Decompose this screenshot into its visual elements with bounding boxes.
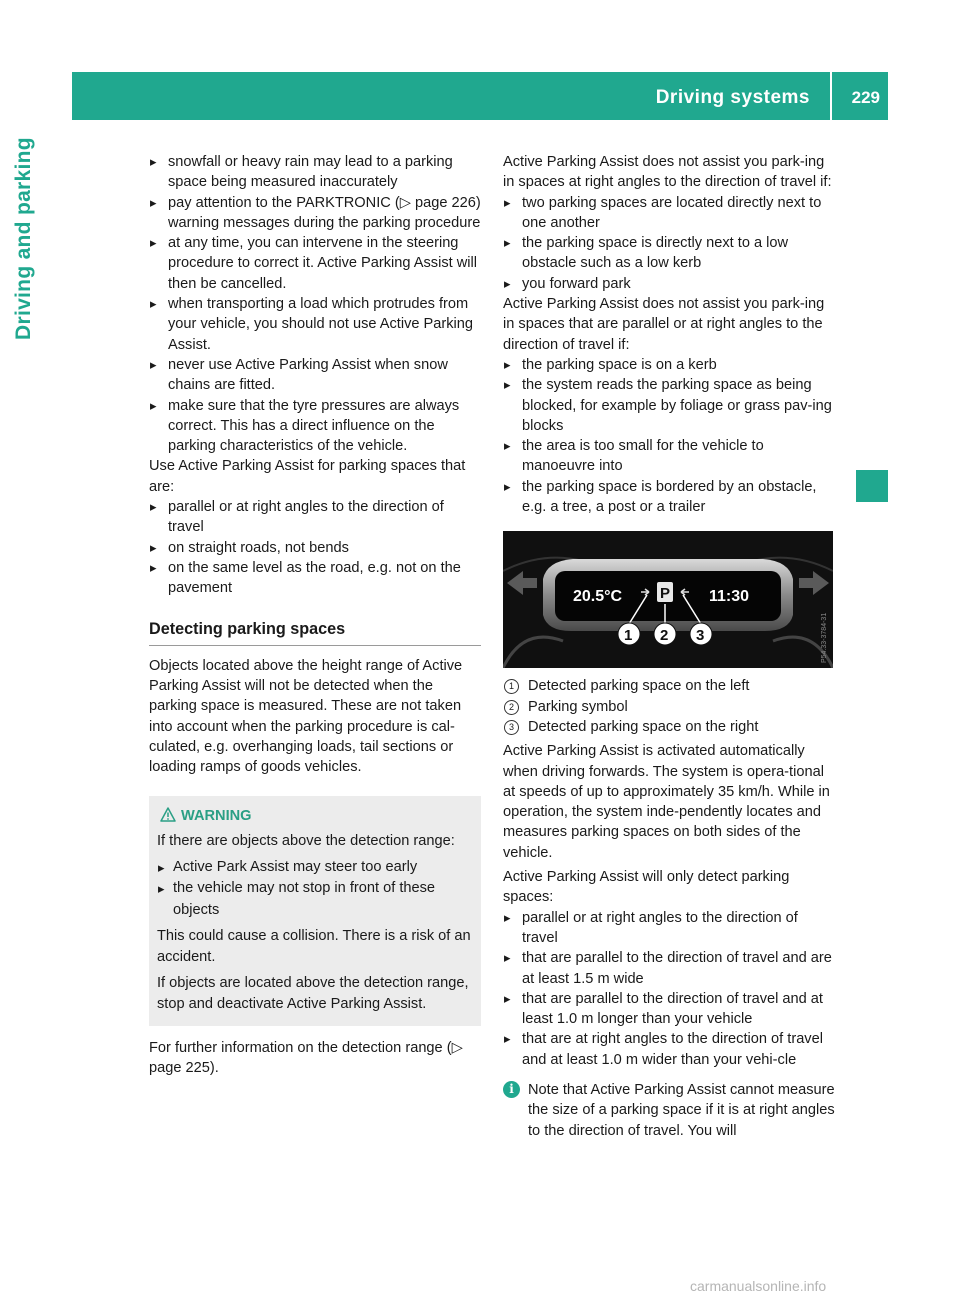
activation-paragraph: Active Parking Assist is activated automatically when driving forwards. The system is opera-tional at speeds of up to approximately 35 km/h. While in operation, the system inde-pendently locates and measures parking spaces on both sides of the vehicle.: [503, 743, 830, 861]
list-item: ▸ the vehicle may not stop in front of these objects: [157, 878, 473, 921]
warning-heading: [157, 806, 473, 828]
instrument-display-figure: [503, 531, 833, 668]
header-title: Driving systems: [655, 87, 810, 108]
list-item: ▸ the parking space is bordered by an obstacle, e.g. a tree, a post or a trailer: [503, 477, 835, 518]
right-column: [503, 152, 835, 1141]
legend-number: 1: [504, 679, 519, 694]
list-item: ▸ at any time, you can intervene in the steering procedure to correct it. Active Parking Assist will then be cancelled.: [149, 233, 481, 294]
list-item: ▸ on the same level as the road, e.g. not on the pavement: [149, 558, 481, 599]
list-item: ▸ Active Park Assist may steer too early: [157, 857, 473, 879]
list-item: ▸ pay attention to the PARKTRONIC (▷ page 226) warning messages during the parking procedure: [149, 193, 481, 234]
list-item: ▸ the system reads the parking space as being blocked, for example by foliage or grass pav-ing blocks: [503, 375, 835, 436]
detect-paragraph: Active Parking Assist will only detect parking spaces:: [503, 869, 790, 906]
legend-text: Detected parking space on the right: [528, 718, 759, 735]
callout-3: 3: [696, 627, 705, 645]
legend-item: [503, 676, 835, 696]
intro-paragraph: Active Parking Assist does not assist you park-ing in spaces that are parallel or at right angles to the direction of travel if:: [503, 296, 825, 353]
list-item: ▸ you forward park: [503, 274, 835, 294]
section-heading: Detecting parking spaces: [149, 619, 481, 646]
section-paragraph: Objects located above the height range of Active Parking Assist will not be detected when the parking space is measured. These are not taken into account when the parking procedure is cal-culated, e.g. overhanging loads, tail sections or loading ramps of goods vehicles.: [149, 657, 463, 776]
watermark: carmanualsonline.info: [690, 1278, 827, 1294]
list-item: ▸ parallel or at right angles to the direction of travel: [503, 908, 835, 949]
list-item: ▸ when transporting a load which protrudes from your vehicle, you should not use Active Parking Assist.: [149, 294, 481, 355]
legend-text: Detected parking space on the left: [528, 678, 750, 695]
warning-triangle-icon: [160, 807, 176, 822]
warning-intro: If there are objects above the detection range:: [157, 833, 455, 850]
list-item: ▸ that are at right angles to the direction of travel and at least 1.0 m wider than your vehi-cle: [503, 1029, 835, 1070]
legend-item: [503, 697, 835, 717]
callout-2: 2: [660, 627, 669, 645]
display-temperature: 20.5°C: [573, 588, 623, 606]
callout-1: 1: [624, 627, 633, 645]
side-tab-marker: [856, 470, 888, 502]
left-column: [149, 152, 481, 1079]
list-item: ▸ parallel or at right angles to the direction of travel: [149, 497, 481, 538]
info-icon: i: [503, 1081, 520, 1098]
further-info: For further information on the detection range (▷ page 225).: [149, 1039, 463, 1077]
list-item: ▸ two parking spaces are located directly next to one another: [503, 193, 835, 234]
list-item: ▸ the parking space is directly next to a low obstacle such as a low kerb: [503, 233, 835, 274]
legend-number: 3: [504, 720, 519, 735]
list-item: ▸ on straight roads, not bends: [149, 538, 481, 558]
legend-text: Parking symbol: [528, 698, 628, 715]
list-item: ▸ that are parallel to the direction of travel and at least 1.0 m longer than your vehicle: [503, 989, 835, 1030]
info-note: [503, 1080, 835, 1141]
list-item: ▸ make sure that the tyre pressures are always correct. This has a direct influence on the parking characteristics of the vehicle.: [149, 396, 481, 457]
use-intro: Use Active Parking Assist for parking spaces that are:: [149, 458, 466, 495]
list-item: ▸ the area is too small for the vehicle to manoeuvre into: [503, 436, 835, 477]
header-bar: [72, 72, 888, 120]
legend-number: 2: [504, 700, 519, 715]
warning-box: [149, 796, 481, 1026]
warning-label: WARNING: [181, 807, 252, 824]
warning-paragraph: This could cause a collision. There is a risk of an accident.: [157, 927, 471, 966]
page-number: 229: [851, 88, 880, 107]
display-illustration: [503, 531, 833, 668]
list-item: ▸ that are parallel to the direction of travel and are at least 1.5 m wide: [503, 948, 835, 989]
warning-paragraph: If objects are located above the detection range, stop and deactivate Active Parking Assist.: [157, 974, 469, 1013]
list-item: ▸ never use Active Parking Assist when snow chains are fitted.: [149, 355, 481, 396]
header-divider: [830, 72, 832, 120]
side-tab-label: Driving and parking: [12, 137, 35, 340]
legend-item: [503, 717, 835, 737]
list-item: ▸ snowfall or heavy rain may lead to a parking space being measured inaccurately: [149, 152, 481, 193]
intro-paragraph: Active Parking Assist does not assist you park-ing in spaces at right angles to the direction of travel if:: [503, 154, 832, 191]
figure-code: P54.33-3784-31: [821, 613, 828, 664]
note-text: Note that Active Parking Assist cannot measure the size of a parking space if it is at right angles to the direction of travel. You will: [528, 1081, 835, 1139]
display-time: 11:30: [709, 588, 750, 606]
display-parking-symbol: P: [660, 585, 671, 603]
list-item: ▸ the parking space is on a kerb: [503, 355, 835, 375]
